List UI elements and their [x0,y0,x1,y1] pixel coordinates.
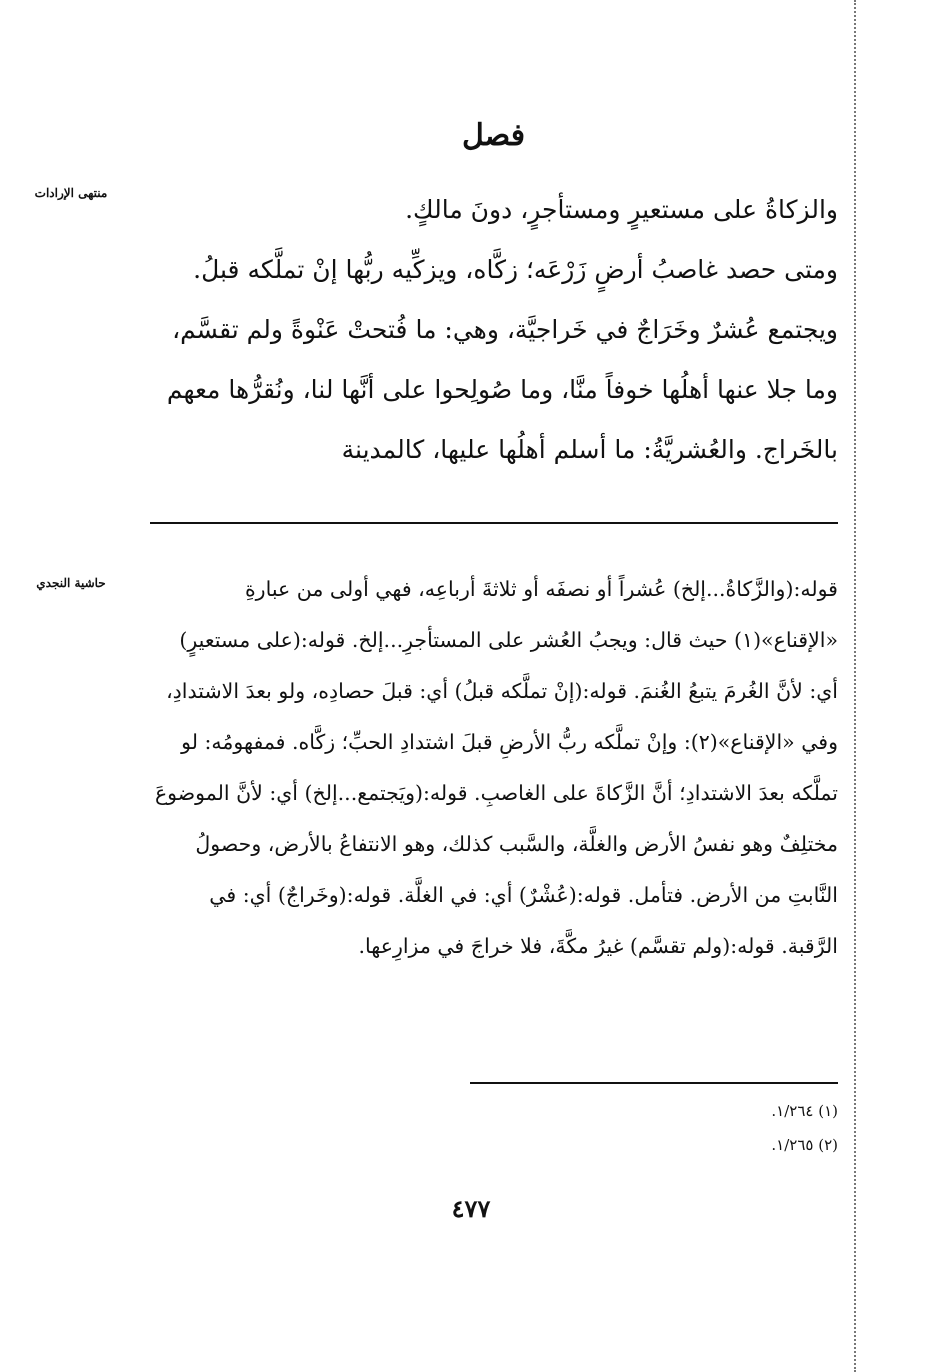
hashiya-paragraph: قوله:(والزَّكاةُ...إلخ) عُشراً أو نصفَه أو ثلاثةَ أرباعِه، فهي أولى من عبارةِ «الإقناع»(١) حيث قال: ويجبُ العُشر على المستأجرِ...إلخ. قوله:(على مستعيرٍ) أي: لأنَّ الغُرمَ يتبعُ الغُنمَ. قوله:(إنْ تملَّكه قبلُ) أي: قبلَ حصادِه، ولو بعدَ الاشتدادِ، وفي «الإقناع»(٢): وإنْ تملَّكه ربُّ الأرضِ قبلَ اشتدادِ الحبِّ؛ زكَّاه. فمفهومُه: لو تملَّكه بعدَ الاشتدادِ؛ أنَّ الزَّكاةَ على الغاصبِ. قوله:(ويَجتمع...إلخ) أي: لأنَّ الموضوعَ مختلِفٌ وهو نفسُ الأرض والغلَّة، والسَّبب كذلك، وهو الانتفاعُ بالأرض، وحصولُ النَّابتِ من الأرض. فتأمل. قوله:(عُشْرٌ) أي: في الغلَّة. قوله:(وخَراجٌ) أي: في الرَّقبة. قوله:(ولم تقسَّم) غيرُ مكَّةَ، فلا خراجَ في مزارِعها. [154,577,838,958]
footnote-item: (١) ١/٢٦٤. [771,1102,838,1120]
hashiya-text [150,564,838,972]
footnotes [500,1094,838,1162]
text-separator-line [150,522,838,524]
page-edge-dots [854,0,856,1372]
matn-paragraph: والزكاةُ على مستعيرٍ ومستأجرٍ، دونَ مالكٍ. [405,195,838,224]
footnote-item: (٢) ١/٢٦٥. [771,1136,838,1154]
margin-label-hashiya: حاشية النجدي [36,576,106,590]
chapter-title: فصل [461,118,526,153]
matn-paragraph: ويجتمع عُشرٌ وخَرَاجٌ في خَراجيَّة، وهي: ما فُتحتْ عَنْوةً ولم تقسَّم، وما جلا عنها أهلُها خوفاً منَّا، وما صُولِحوا على أنَّها لنا، ونُقرُّها معهم بالخَراج. والعُشريَّةُ: ما أسلم أهلُها عليها، كالمدينة [166,315,838,464]
matn-text [150,180,838,480]
matn-paragraph: ومتى حصد غاصبُ أرضٍ زَرْعَه؛ زكَّاه، ويزكِّيه ربُّها إنْ تملَّكه قبلُ. [193,255,838,284]
margin-label-matn: منتهى الإرادات [34,186,108,200]
footnote-separator-line [470,1082,838,1084]
page-number: ٤٧٧ [451,1194,491,1223]
